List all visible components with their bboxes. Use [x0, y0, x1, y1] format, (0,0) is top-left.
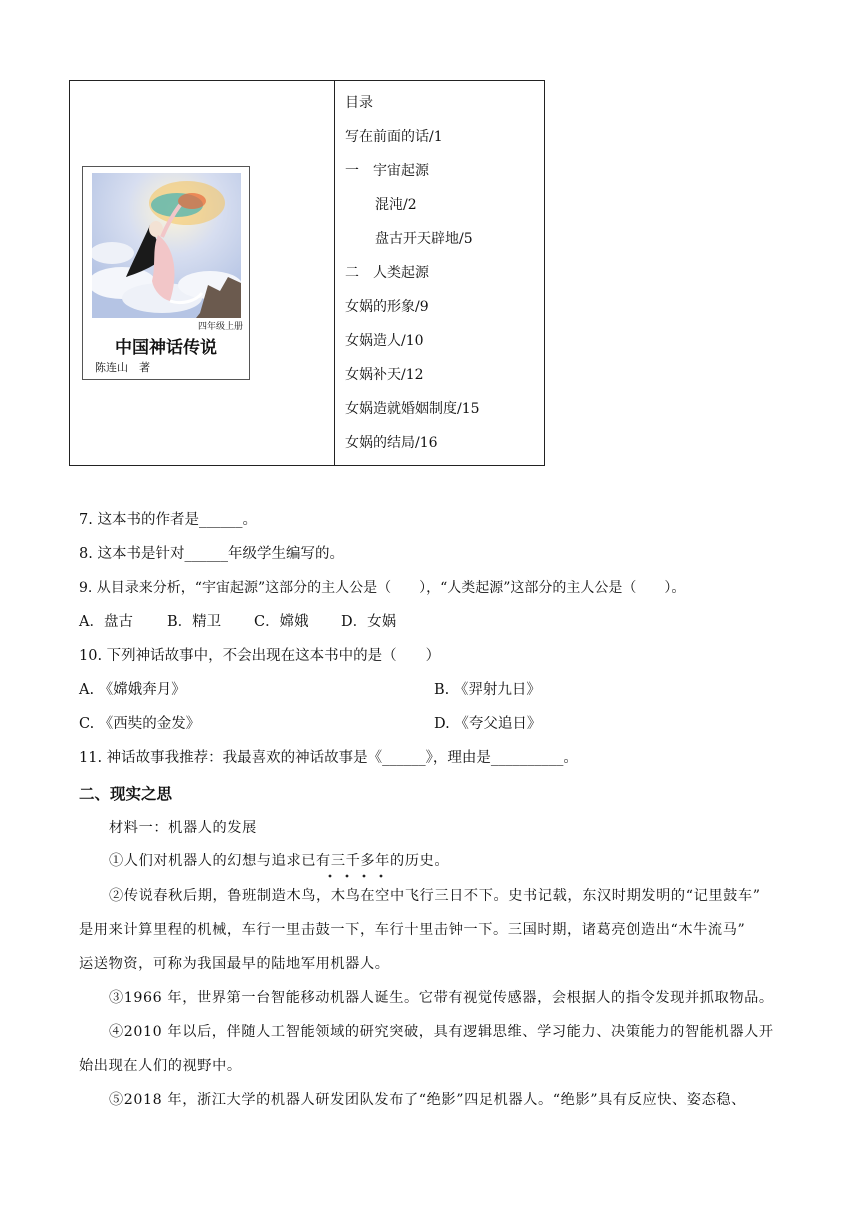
q10-option-b: B. 《羿射九日》: [434, 682, 541, 698]
q9-option-b: B．精卫: [167, 614, 222, 630]
toc-item: 混沌/2: [375, 197, 417, 213]
toc-item: 一 宇宙起源: [345, 163, 429, 179]
toc-item: 盘古开天辟地/5: [375, 231, 473, 247]
paragraph-1: ①人们对机器人的幻想与追求已有三千多年的历史。: [109, 853, 450, 869]
book-cover: [82, 166, 250, 380]
toc-item: 女娲造就婚姻制度/15: [345, 401, 480, 417]
cover-illustration: [92, 173, 241, 318]
paragraph-2-line: 是用来计算里程的机械，车行一里击鼓一下，车行十里击钟一下。三国时期，诸葛亮创造出“木牛流马”: [79, 922, 746, 938]
q9-option-d: D．女娲: [341, 614, 397, 630]
toc-item: 女娲的形象/9: [345, 299, 429, 315]
table-divider: [334, 80, 335, 466]
q10-option-c: C. 《西奘的金发》: [79, 716, 201, 732]
question-11: 11. 神话故事我推荐：我最喜欢的神话故事是《______》，理由是__________。: [79, 750, 578, 766]
paragraph-2-line: 运送物资，可称为我国最早的陆地军用机器人。: [79, 956, 390, 972]
cover-author: 陈连山 著: [95, 361, 150, 374]
question-8: 8. 这本书是针对______年级学生编写的。: [79, 546, 344, 562]
paragraph-5: ⑤2018 年，浙江大学的机器人研发团队发布了“绝影”四足机器人。“绝影”具有反应快、姿态稳、: [109, 1092, 746, 1108]
question-7: 7. 这本书的作者是______。: [79, 512, 257, 528]
toc-item: 女娲补天/12: [345, 367, 424, 383]
emphasis-dots: [0, 873, 868, 879]
material-title: 材料一：机器人的发展: [109, 820, 257, 836]
paragraph-4-line: ④2010 年以后，伴随人工智能领域的研究突破，具有逻辑思维、学习能力、决策能力的智能机器人开: [109, 1024, 774, 1040]
q10-option-a: A. 《嫦娥奔月》: [79, 682, 186, 698]
toc-item: 写在前面的话/1: [345, 129, 443, 145]
section-heading: 二、现实之思: [79, 785, 173, 803]
q9-option-c: C．嫦娥: [254, 614, 309, 630]
question-9: 9. 从目录来分析，“宇宙起源”这部分的主人公是（ ），“人类起源”这部分的主人公是（ ）。: [79, 580, 686, 596]
paragraph-3: ③1966 年，世界第一台智能移动机器人诞生。它带有视觉传感器，会根据人的指令发现并抓取物品。: [109, 990, 774, 1006]
paragraph-2-line: ②传说春秋后期，鲁班制造木鸟，木鸟在空中飞行三日不下。史书记载，东汉时期发明的“记里鼓车”: [109, 888, 761, 904]
toc-item: 女娲造人/10: [345, 333, 424, 349]
q9-option-a: A．盘古: [79, 614, 133, 630]
paragraph-4-line: 始出现在人们的视野中。: [79, 1058, 242, 1074]
question-10: 10. 下列神话故事中，不会出现在这本书中的是（ ）: [79, 648, 441, 664]
q10-option-d: D. 《夸父追日》: [434, 716, 542, 732]
toc-title: 目录: [345, 95, 373, 111]
cover-title: 中国神话传说: [115, 338, 217, 358]
cover-grade: 四年级上册: [197, 322, 243, 332]
toc-item: 女娲的结局/16: [345, 435, 438, 451]
toc-item: 二 人类起源: [345, 265, 429, 281]
